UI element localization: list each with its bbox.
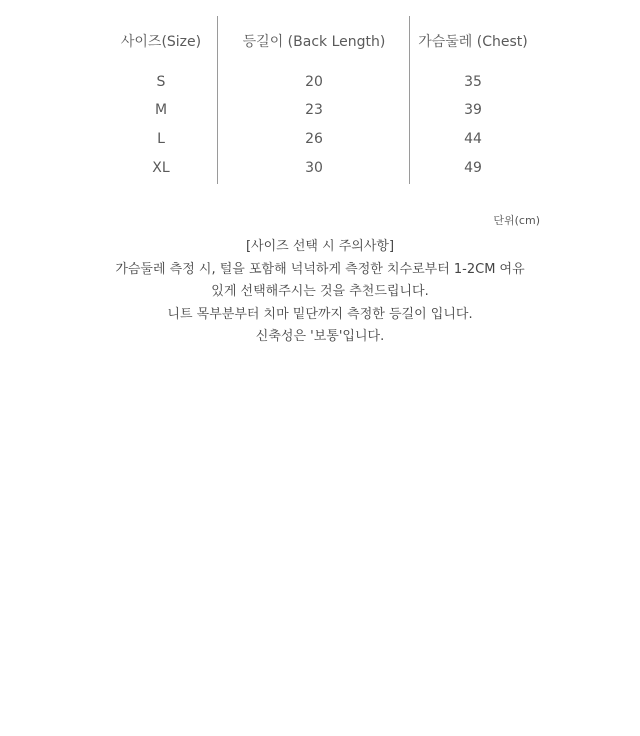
back-length-cell: 23	[305, 102, 323, 118]
size-column-header: 사이즈(Size)	[120, 34, 202, 50]
notes-line: 있게 선택해주시는 것을 추천드립니다.	[211, 284, 429, 299]
size-selection-notes	[0, 236, 640, 349]
size-cell: M	[154, 102, 168, 118]
chest-column-header: 가슴둘레 (Chest)	[418, 34, 528, 50]
chest-cell: 44	[464, 131, 482, 147]
size-cell: L	[157, 131, 165, 147]
chest-cell: 49	[464, 160, 482, 176]
back-length-cell: 30	[305, 160, 323, 176]
unit-label: 단위(cm)	[493, 214, 540, 227]
chest-cell: 39	[464, 102, 482, 118]
notes-line: 가슴둘레 측정 시, 털을 포함해 넉넉하게 측정한 치수로부터 1-2CM 여유	[115, 261, 525, 277]
notes-heading: [사이즈 선택 시 주의사항]	[245, 239, 395, 254]
chest-cell: 35	[464, 74, 482, 90]
back-length-cell: 26	[305, 131, 323, 147]
size-column	[105, 16, 217, 184]
size-cell: S	[156, 74, 166, 90]
back-length-cell: 20	[305, 74, 323, 90]
chest-column	[409, 16, 536, 184]
notes-line: 니트 목부분부터 치마 밑단까지 측정한 등길이 입니다.	[167, 306, 473, 322]
back-length-column-header: 등길이 (Back Length)	[242, 34, 386, 50]
back-length-column	[217, 16, 410, 184]
size-cell: XL	[152, 160, 170, 176]
size-chart-table	[105, 16, 535, 184]
notes-line: 신축성은 '보통'입니다.	[255, 329, 385, 344]
